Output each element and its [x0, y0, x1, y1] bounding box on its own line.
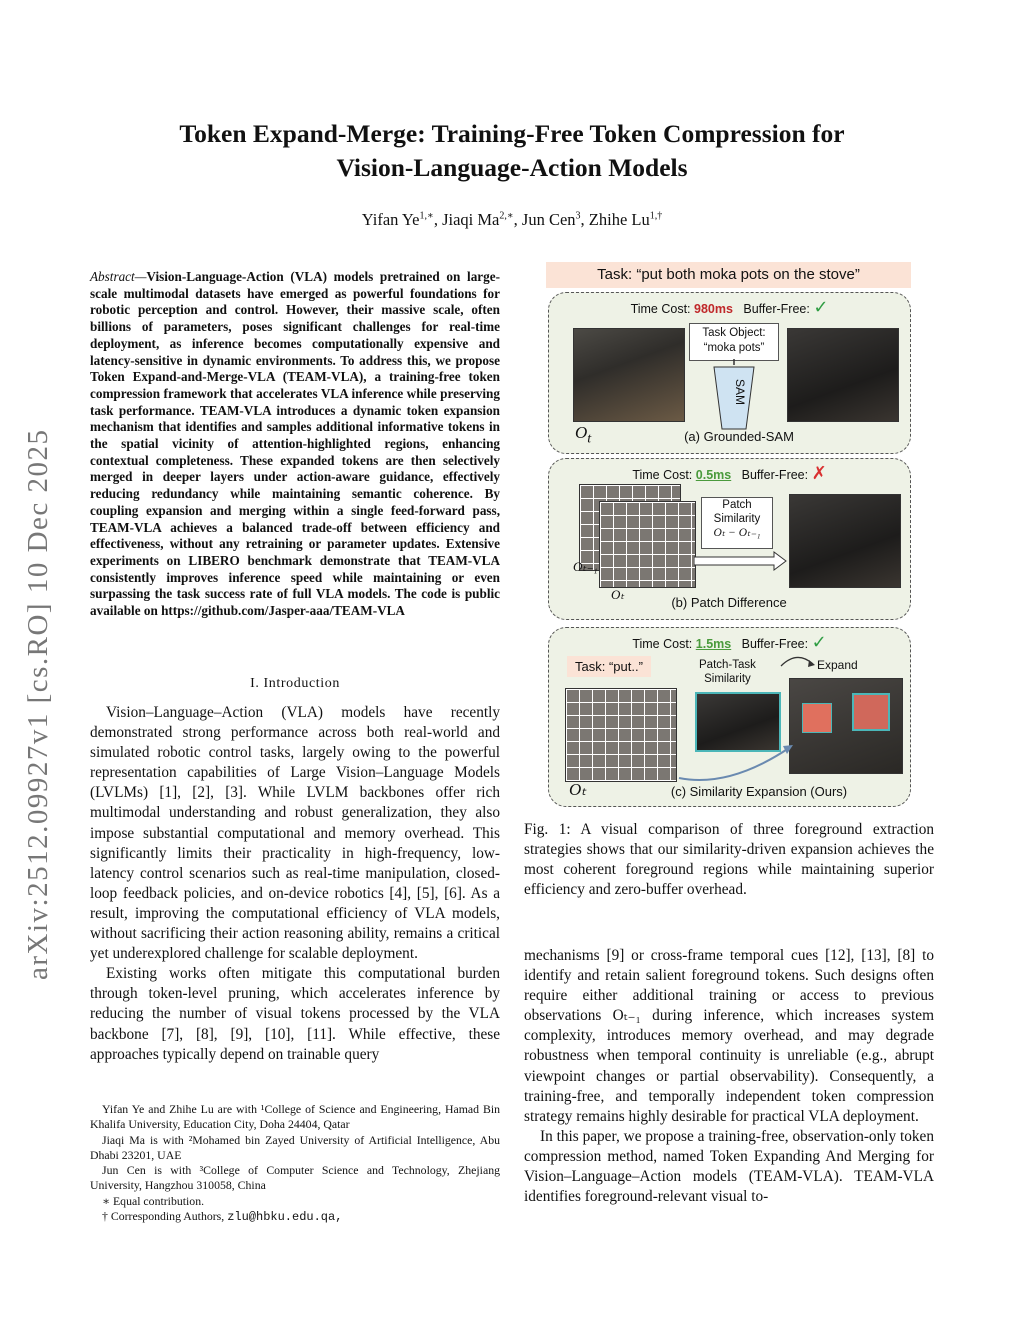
- right-arrow-icon: [694, 551, 789, 571]
- patch-task-similarity-label: Patch-Task Similarity: [699, 659, 756, 685]
- introduction-text: [90, 703, 500, 1065]
- author-name: Jun Cen: [521, 210, 576, 229]
- paragraph: In this paper, we propose a training-free, observation-only token compression method, named Token Expanding And Merging for Vision–Language–Action models (TEAM-VLA). TEAM-VLA identifies foreground-relevant visual to-: [524, 1127, 934, 1206]
- segmented-scene-image: [787, 328, 899, 422]
- figure-caption: Fig. 1: A visual comparison of three foreground extraction strategies shows that our similarity-driven expansion achieves the most coherent foreground regions while maintaining superior efficiency and zero-buffer overhead.: [524, 821, 934, 899]
- author-affiliation: 2,∗: [499, 210, 514, 222]
- paragraph: Existing works often mitigate this computational burden through token-level pruning, which accelerates inference by reducing the number of visual tokens processed by the VLA backbone [7], [8], [9], [10], [11]. While effective, these approaches typically depend on trainable query: [90, 965, 500, 1063]
- patch-grid-observation: [565, 688, 677, 782]
- panel-header: Time Cost: 980ms Buffer-Free: ✓: [630, 297, 829, 317]
- footnote: ∗ Equal contribution.: [102, 1193, 205, 1208]
- time-cost-value: 980ms: [694, 302, 733, 316]
- author-name: Jiaqi Ma: [442, 210, 500, 229]
- time-cost-value: 1.5ms: [695, 637, 732, 651]
- time-cost-value: 0.5ms: [695, 468, 732, 482]
- difference-scene-image: [789, 494, 901, 588]
- footnotes: [90, 1102, 500, 1225]
- author-affiliation: 1,†: [649, 210, 663, 222]
- footnote: Yifan Ye and Zhihe Lu are with ¹College of Science and Engineering, Hamad Bin Khalifa University, Education City, Doha 24404, Qatar: [90, 1102, 500, 1132]
- author-affiliation: 3: [575, 210, 581, 222]
- robot-scene-image: [573, 328, 685, 422]
- expanded-region: [852, 693, 890, 731]
- author-name: Yifan Ye: [361, 210, 420, 229]
- title-line-1: Token Expand-Merge: Training-Free Token Compression for: [179, 119, 845, 148]
- panel-header: Time Cost: 0.5ms Buffer-Free: ✗: [632, 463, 827, 483]
- frame-label-previous: Oₜ₋₁: [573, 559, 598, 574]
- panel-grounded-sam: [548, 292, 911, 454]
- frame-label: $O_t$: [575, 423, 592, 447]
- author-affiliation: 1,∗: [419, 210, 434, 222]
- panel-caption: (a) Grounded-SAM: [684, 429, 794, 444]
- abstract: [90, 269, 500, 620]
- expanded-scene-image: [789, 678, 903, 774]
- footnote-corresponding: † Corresponding Authors, zlu@hbku.edu.qa,: [102, 1209, 343, 1225]
- paragraph: mechanisms [9] or cross-frame temporal cues [12], [13], [8] to identify and retain salient foreground tokens. Such designs often require either additional training or access to previous observations Oₜ₋₁ during inference, which increases system complexity, introduces memory overhead, and may degrade robustness when temporal continuity is unreliable (e.g., abrupt viewpoint changes or partial observability). Consequently, a training-free, and temporally independent token compression strategy remains highly desirable for practical VLA deployment.: [524, 947, 934, 1125]
- check-icon: ✓: [813, 297, 829, 317]
- expand-label: Expand: [817, 658, 858, 672]
- panel-caption: (c) Similarity Expansion (Ours): [670, 784, 848, 799]
- arxiv-identifier: arXiv:2512.09927v1 [cs.RO] 10 Dec 2025: [22, 428, 54, 980]
- expand-arrow-icon: [777, 654, 817, 670]
- author-list: Yifan $Ye^{1,∗}$, Jiaqi $Ma^{2,∗}$, Jun Cen$^3$, Zhihe $Lu^{1,\dagger}$: [361, 210, 663, 229]
- panel-similarity-expansion: [548, 627, 911, 807]
- curved-arrow-icon: [669, 738, 799, 788]
- title-line-2: Vision-Language-Action Models: [336, 153, 688, 182]
- cross-icon: ✗: [811, 463, 827, 483]
- footnote: Jun Cen is with ³College of Computer Science and Technology, Zhejiang University, Hangzhou 310058, China: [90, 1163, 500, 1193]
- sam-label: SAM: [733, 378, 748, 406]
- abstract-lead: Abstract—: [90, 269, 147, 284]
- patch-grid-current: [599, 501, 696, 588]
- task-tag: Task: “put..”: [567, 656, 651, 677]
- task-banner: Task: “put both moka pots on the stove”: [546, 262, 911, 288]
- expanded-region: [802, 703, 832, 733]
- footnote: Jiaqi Ma is with ²Mohamed bin Zayed University of Artificial Intelligence, Abu Dhabi 23201, UAE: [90, 1132, 500, 1162]
- panel-patch-difference: [548, 458, 911, 620]
- paper-title: [90, 117, 934, 185]
- frame-label-current: Oₜ: [611, 587, 625, 602]
- abstract-text: Vision-Language-Action (VLA) models pretrained on large-scale multimodal datasets have emerged as powerful foundations for robotic perception and control. However, their massive scale, often billions of parameters, poses significant challenges for real-time deployment, as inference becomes computationally expensive and latency-sensitive in dynamic environments. To address this, we propose Token Expand-and-Merge-VLA (TEAM-VLA), a training-free token compression framework that accelerates VLA inference while preserving task performance. TEAM-VLA introduces a dynamic token expansion mechanism that identifies and samples additional informative tokens in the spatial vicinity of attention-highlighted regions, enhancing contextual completeness. These expanded tokens are then selectively merged in deeper layers under action-aware guidance, effectively reducing redundancy while maintaining semantic coherence. By coupling expansion and merging within a single feed-forward pass, TEAM-VLA achieves a balanced trade-off between efficiency and effectiveness, without any retraining or parameter updates. Extensive experiments on LIBERO benchmark demonstrate that TEAM-VLA consistently improves inference speed while maintaining or even surpassing the task success rate of full VLA models. The code is public available on https://github.com/Jasper-aaa/TEAM-VLA: [90, 269, 500, 619]
- right-column-text: [524, 946, 934, 1207]
- paragraph: Vision–Language–Action (VLA) models have recently demonstrated strong performance across both real-world and simulated robotic control tasks, largely owing to the powerful representation capabilities of Large Vision–Language Models (LVLMs) [1], [2], [3]. While LVLM backbones offer rich multimodal understanding and robust generalization, they also impose substantial computational and memory overhead. This significantly limits their practicality in high-frequency, low-latency control scenarios such as real-time manipulation, closed-loop feedback policies, and on-device robotics [4], [5], [6]. As a result, improving the computational efficiency of VLA models, without sacrificing their action reasoning ability, remains a critical yet underexplored challenge for scalable deployment.: [90, 704, 500, 963]
- panel-caption: (b) Patch Difference: [671, 595, 787, 610]
- check-icon: ✓: [811, 632, 827, 652]
- author-name: Zhihe Lu: [588, 210, 650, 229]
- figure-1: [546, 262, 911, 810]
- panel-header: Time Cost: 1.5ms Buffer-Free: ✓: [632, 632, 827, 652]
- frame-label: Oₜ: [569, 780, 587, 799]
- task-object-box: Task Object: “moka pots”: [689, 323, 779, 361]
- email-link[interactable]: zlu@hbku.edu.qa,: [227, 1210, 343, 1225]
- section-heading: I. Introduction: [250, 676, 340, 691]
- patch-similarity-box: Patch Similarity Oₜ − Oₜ₋₁: [701, 497, 773, 549]
